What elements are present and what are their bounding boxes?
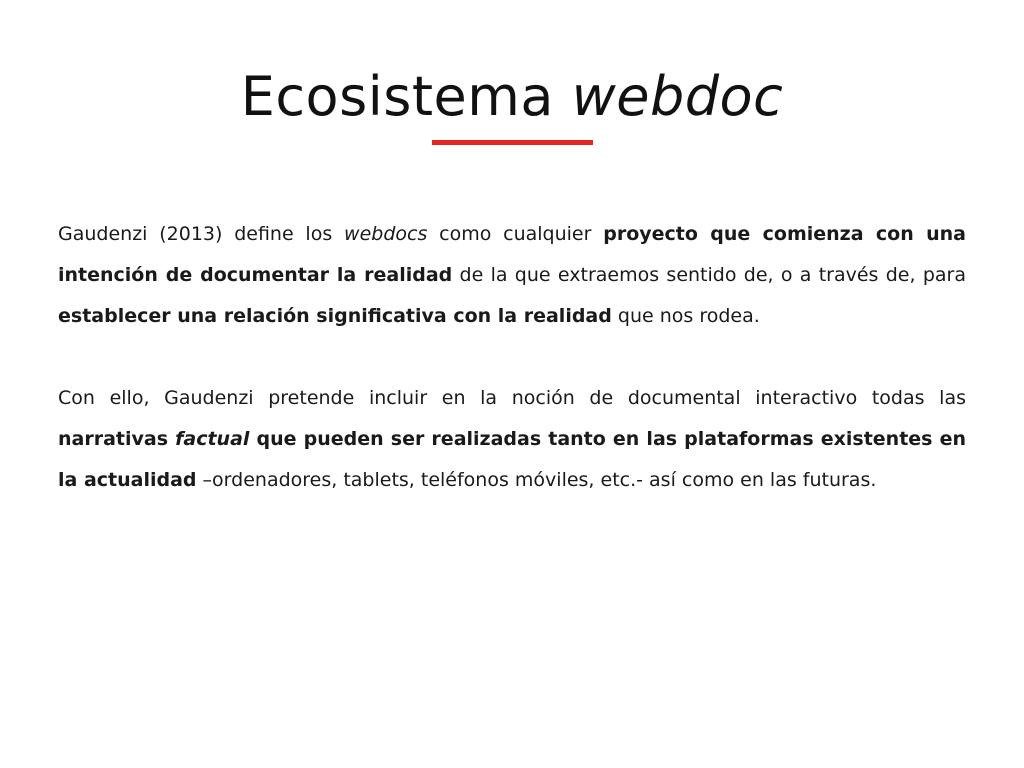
p2-text-1: Con ello, Gaudenzi pretende incluir en la noción de documental interactivo todas las bbox=[58, 387, 966, 409]
p2-bold-italic-factual bbox=[175, 428, 249, 450]
p2-bold-narrativas: narrativas bbox=[58, 428, 176, 450]
slide-body bbox=[58, 214, 966, 542]
p1-text-7: que nos rodea. bbox=[611, 305, 760, 327]
p1-text-1: Gaudenzi (2013) define los bbox=[58, 223, 345, 245]
title-main-text: Ecosistema bbox=[240, 65, 572, 128]
p1-bold-project: proyecto que comienza con una intención de documentar la realidad bbox=[58, 223, 966, 286]
p2-bold-platforms: que pueden ser realizadas tanto en las plataformas existentes en la actualidad bbox=[58, 428, 966, 491]
slide-title bbox=[0, 62, 1024, 132]
paragraph-scope bbox=[58, 378, 966, 501]
title-underline-rule bbox=[432, 140, 593, 145]
p1-text-5: de la que extraemos sentido de, o a través de, para bbox=[452, 264, 966, 286]
p1-bold-relation: establecer una relación significativa con la realidad bbox=[58, 305, 612, 327]
p1-italic-webdocs: webdocs bbox=[344, 223, 428, 245]
title-italic-text: webdoc bbox=[571, 65, 784, 128]
paragraph-definition bbox=[58, 214, 966, 337]
p1-text-3: como cualquier bbox=[427, 223, 604, 245]
p2-factual-text: factual bbox=[175, 428, 250, 450]
p2-text-5: –ordenadores, tablets, teléfonos móviles, etc.- así como en las futuras. bbox=[196, 469, 877, 491]
